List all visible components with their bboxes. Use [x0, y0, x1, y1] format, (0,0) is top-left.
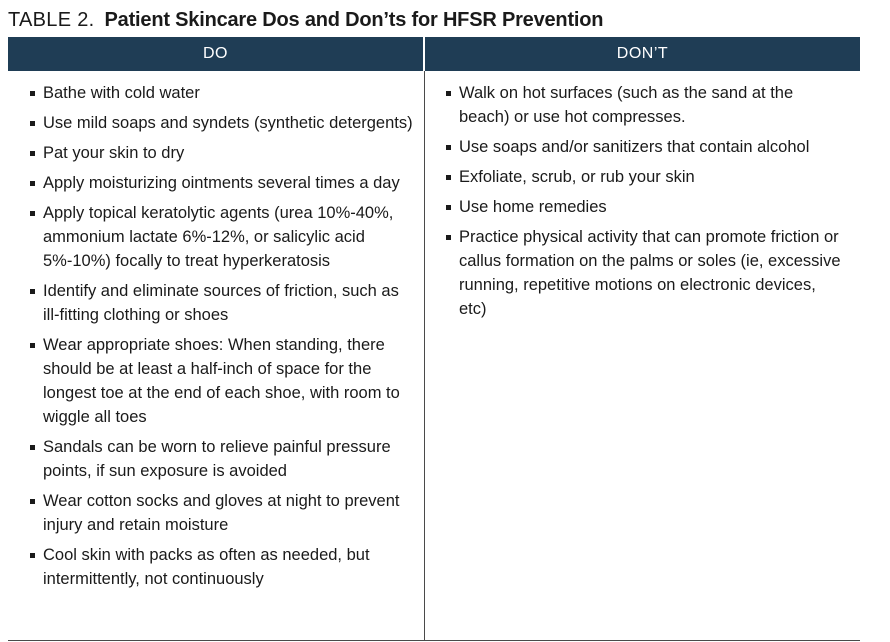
table-number: TABLE 2. — [8, 9, 95, 31]
dont-item-text: Practice physical activity that can promote friction or callus formation on the palms or soles (ie, excessive running, repetitive motions on electronic devices, etc) — [459, 228, 841, 318]
table-title-text: Patient Skincare Dos and Don’ts for HFSR Prevention — [104, 9, 604, 31]
bullet-icon — [446, 235, 451, 240]
bullet-icon — [30, 553, 35, 558]
bullet-icon — [30, 343, 35, 348]
dont-item — [446, 81, 846, 129]
do-item-text: Apply moisturizing ointments several times a day — [43, 174, 400, 192]
table-title — [8, 6, 603, 34]
do-item — [30, 201, 414, 273]
do-item — [30, 81, 414, 105]
bullet-icon — [30, 91, 35, 96]
do-item — [30, 171, 414, 195]
dont-item-text: Walk on hot surfaces (such as the sand at the beach) or use hot compresses. — [459, 84, 794, 126]
dont-item-text: Use home remedies — [459, 198, 607, 216]
bullet-icon — [30, 211, 35, 216]
do-item-text: Use mild soaps and syndets (synthetic detergents) — [43, 114, 413, 132]
do-item — [30, 543, 414, 591]
do-item — [30, 333, 414, 429]
bullet-icon — [30, 151, 35, 156]
bullet-icon — [446, 145, 451, 150]
dont-item — [446, 165, 846, 189]
do-item-text: Identify and eliminate sources of friction, such as ill-fitting clothing or shoes — [43, 282, 399, 324]
dont-item — [446, 195, 846, 219]
dont-item-text: Use soaps and/or sanitizers that contain alcohol — [459, 138, 810, 156]
bullet-icon — [30, 181, 35, 186]
dont-list — [446, 81, 846, 327]
do-item-text: Wear appropriate shoes: When standing, there should be at least a half-inch of space for the longest toe at the end of each shoe, with room to wiggle all toes — [43, 336, 400, 426]
column-divider — [424, 71, 425, 640]
do-item-text: Pat your skin to dry — [43, 144, 185, 162]
do-list — [30, 81, 414, 597]
dont-item-text: Exfoliate, scrub, or rub your skin — [459, 168, 695, 186]
bullet-icon — [30, 121, 35, 126]
dont-item — [446, 135, 846, 159]
bullet-icon — [30, 289, 35, 294]
do-item-text: Apply topical keratolytic agents (urea 10%-40%, ammonium lactate 6%-12%, or salicylic acid 5%-10%) focally to treat hyperkeratosis — [43, 204, 394, 270]
bullet-icon — [30, 445, 35, 450]
bullet-icon — [446, 175, 451, 180]
bullet-icon — [446, 205, 451, 210]
bullet-icon — [30, 499, 35, 504]
do-item — [30, 435, 414, 483]
do-item-text: Bathe with cold water — [43, 84, 200, 102]
dont-column-header: DON’T — [425, 37, 860, 71]
do-item-text: Wear cotton socks and gloves at night to prevent injury and retain moisture — [43, 492, 400, 534]
do-item-text: Sandals can be worn to relieve painful pressure points, if sun exposure is avoided — [43, 438, 391, 480]
do-item — [30, 111, 414, 135]
bullet-icon — [446, 91, 451, 96]
skincare-table — [8, 37, 860, 641]
do-column-header: DO — [8, 37, 423, 71]
do-item — [30, 279, 414, 327]
do-item — [30, 489, 414, 537]
dont-item — [446, 225, 846, 321]
do-item — [30, 141, 414, 165]
do-item-text: Cool skin with packs as often as needed, but intermittently, not continuously — [43, 546, 370, 588]
